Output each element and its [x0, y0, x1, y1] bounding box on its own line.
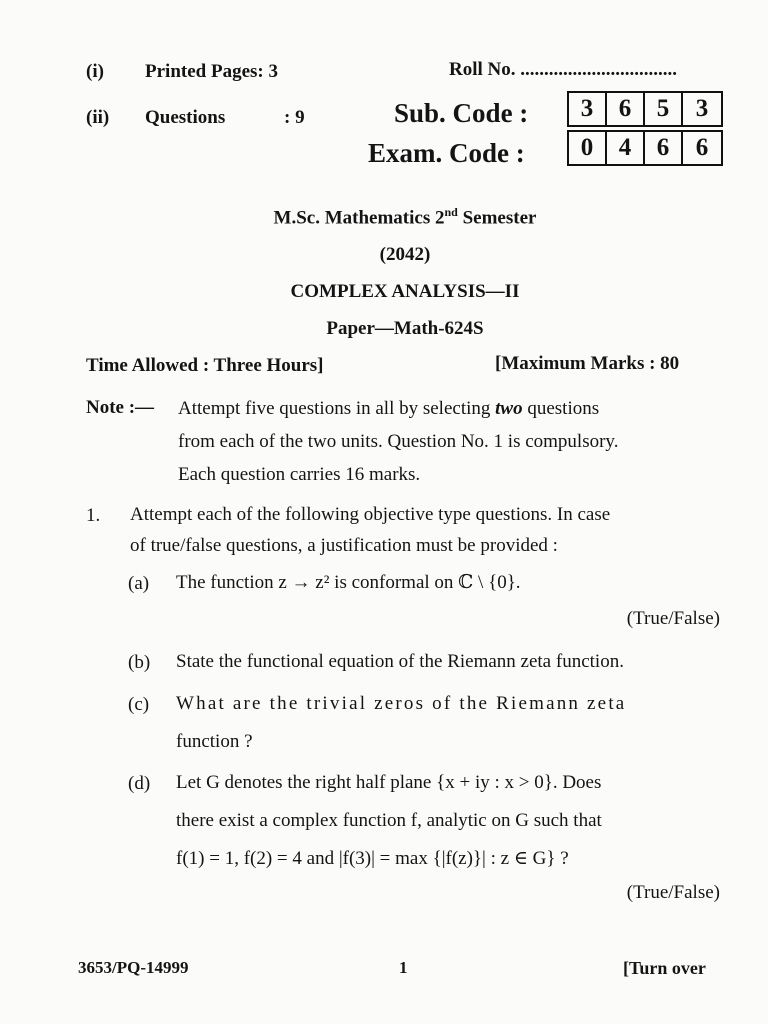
time-allowed: Time Allowed : Three Hours]: [86, 355, 324, 376]
question-intro-line: of true/false questions, a justification must be provided :: [130, 535, 558, 556]
part-c-line: function ?: [176, 731, 253, 752]
footer-code: 3653/PQ-14999: [78, 958, 189, 977]
exam-code-digit: 6: [695, 134, 709, 161]
course-title: [0, 205, 768, 229]
note-label: Note :—: [86, 397, 155, 418]
exam-year: (2042): [379, 244, 431, 265]
part-c-text: [176, 685, 728, 761]
part-d-tag: (True/False): [626, 882, 720, 903]
subject-title: COMPLEX ANALYSIS—II: [290, 281, 520, 302]
part-a-tag: (True/False): [626, 608, 720, 629]
part-d-line: f(1) = 1, f(2) = 4 and |f(3)| = max {|f(z)}| : z ∈ G} ?: [176, 848, 569, 869]
part-a-line: The function z → z² is conformal on ℂ \ {0}.: [176, 572, 521, 593]
part-d-text: [176, 764, 728, 878]
part-c-line: What are the trivial zeros of the Riemann zeta: [176, 693, 627, 714]
note-line-3: Each question carries 16 marks.: [178, 464, 421, 485]
sub-code-digit: 3: [695, 95, 709, 122]
questions-label: (ii): [86, 107, 110, 128]
sub-code-digit: 6: [607, 93, 645, 125]
question-intro-line: Attempt each of the following objective type questions. In case: [130, 504, 611, 525]
part-b-text: [176, 643, 728, 681]
exam-code-digit: 6: [645, 132, 683, 164]
sub-code-digit: 5: [645, 93, 683, 125]
part-c-label: (c): [128, 694, 150, 715]
printed-pages-label: (i): [86, 61, 104, 82]
questions-value: : 9: [284, 107, 305, 128]
note-emphasis: two: [495, 398, 523, 419]
course-tail: Semester: [457, 207, 537, 229]
question-intro: [130, 499, 730, 561]
part-b-line: State the functional equation of the Riemann zeta function.: [176, 651, 624, 672]
maximum-marks: [Maximum Marks : 80: [495, 353, 680, 374]
footer-turn-over: [Turn over: [623, 958, 706, 978]
course-sup: nd: [444, 205, 458, 219]
note-line-2: from each of the two units. Question No. 1 is compulsory.: [178, 431, 619, 452]
part-a-label: (a): [128, 573, 150, 594]
part-b-label: (b): [128, 652, 151, 673]
sub-code-digit: 3: [569, 93, 607, 125]
exam-code-boxes: [567, 130, 723, 166]
printed-pages-text: Printed Pages: 3: [145, 61, 278, 82]
part-d-line: Let G denotes the right half plane {x + iy : x > 0}. Does: [176, 772, 602, 793]
part-a-text: [176, 564, 728, 602]
roll-no: Roll No. .................................: [449, 59, 677, 80]
sub-code-label: Sub. Code :: [394, 98, 529, 128]
note-line-1: Attempt five questions in all by selecting two questions: [178, 398, 600, 419]
questions-text: Questions: [145, 107, 226, 128]
exam-code-digit: 0: [569, 132, 607, 164]
paper-code: Paper—Math-624S: [326, 318, 484, 339]
part-d-label: (d): [128, 773, 151, 794]
note-text: [178, 392, 730, 491]
part-d-line: there exist a complex function f, analytic on G such that: [176, 810, 602, 831]
sub-code-boxes: [567, 91, 723, 127]
question-number: 1.: [86, 505, 101, 526]
course-main: M.Sc. Mathematics 2: [273, 207, 445, 229]
footer-page-number: 1: [399, 958, 408, 977]
exam-code-digit: 4: [607, 132, 645, 164]
exam-code-label: Exam. Code :: [368, 138, 525, 168]
